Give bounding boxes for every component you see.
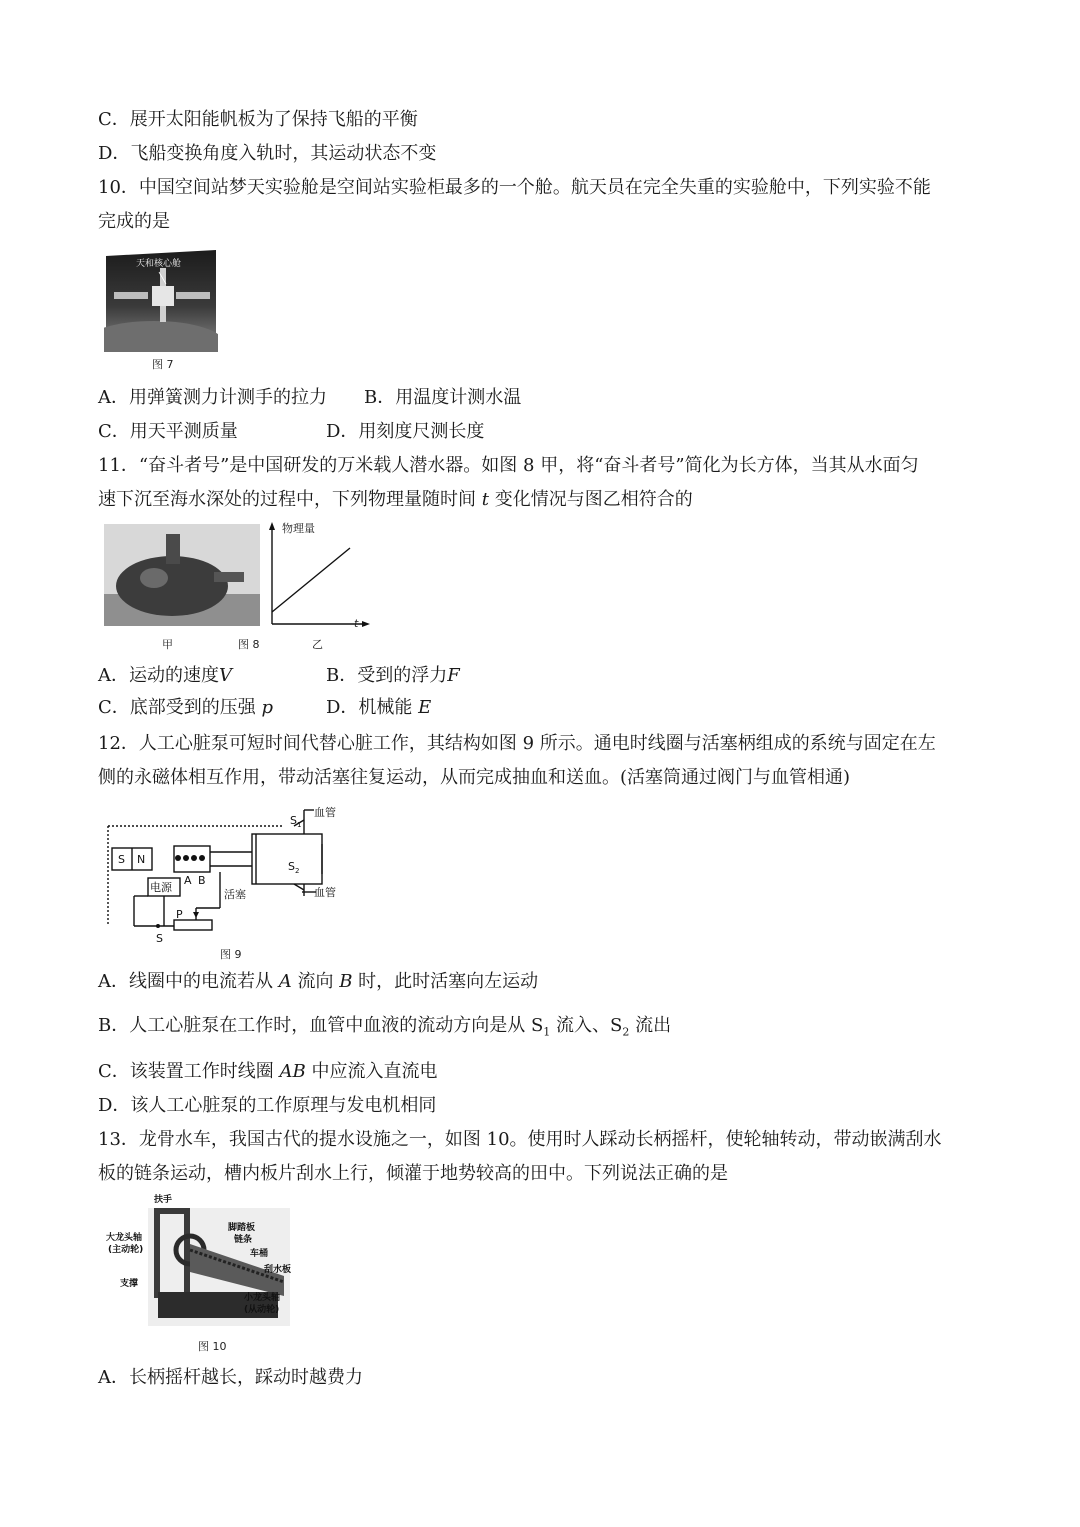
tianhe-core-module-label: 天和核心舱 xyxy=(136,259,182,269)
q12-option-c: C．该装置工作时线圈 AB 中应流入直流电 xyxy=(98,1061,438,1082)
q11-option-d: D．机械能 E xyxy=(326,697,432,718)
switch-s: S xyxy=(156,932,163,945)
rheostat-slider-p: P xyxy=(176,908,183,921)
q10-option-b: B．用温度计测水温 xyxy=(364,387,522,408)
coil-end-b: B xyxy=(198,874,206,887)
graph-y-label: 物理量 xyxy=(282,522,315,535)
big-axle-sublabel: (主动轮) xyxy=(108,1245,144,1255)
piston-label: 活塞 xyxy=(224,888,246,901)
valve-s1: $S_1$ xyxy=(290,814,302,829)
magnet-s-pole: S xyxy=(118,853,125,866)
q10-stem-line2: 完成的是 xyxy=(98,211,170,232)
power-supply-label: 电源 xyxy=(150,881,172,894)
figure-7-caption: 图 7 xyxy=(152,358,174,371)
q10-option-d: D．用刻度尺测长度 xyxy=(326,421,485,442)
q9-option-d: D．飞船变换角度入轨时，其运动状态不变 xyxy=(98,143,437,164)
coil-end-a: A xyxy=(184,874,192,887)
figure-7-space-station-photo xyxy=(104,248,218,352)
q12-stem-line2: 侧的永磁体相互作用，带动活塞往复运动，从而完成抽血和送血。(活塞筒通过阀门与血管相通) xyxy=(98,767,851,788)
q11-option-a: A．运动的速度V xyxy=(98,665,232,686)
q9-option-c: C．展开太阳能帆板为了保持飞船的平衡 xyxy=(98,109,418,130)
q10-stem-line1: 10．中国空间站梦天实验舱是空间站实验柜最多的一个舱。航天员在完全失重的实验舱中，下列实验不能 xyxy=(98,177,931,198)
figure-10-dragon-bone-waterwheel-photo xyxy=(104,1192,294,1334)
magnet-n-pole: N xyxy=(137,853,146,866)
scraper-label: 刮水板 xyxy=(264,1265,292,1275)
small-axle-label: 小龙头轴 xyxy=(244,1293,281,1303)
q13-stem-line1: 13．龙骨水车，我国古代的提水设施之一，如图 10。使用时人踩动长柄摇杆，使轮轴转动，带动嵌满刮水 xyxy=(98,1129,942,1150)
figure-9-caption: 图 9 xyxy=(220,948,242,961)
figure-8-line-graph xyxy=(262,520,372,632)
q12-option-b: B．人工心脏泵在工作时，血管中血液的流动方向是从 $S_1$ 流入、$S_2$ 流出 xyxy=(98,1015,672,1039)
q13-stem-line2: 板的链条运动，槽内板片刮水上行，倾灌于地势较高的田中。下列说法正确的是 xyxy=(98,1163,728,1184)
small-axle-sublabel: (从动轮) xyxy=(244,1305,280,1315)
graph-rising-line xyxy=(272,548,350,612)
figure-8-caption-jia: 甲 xyxy=(162,638,173,651)
q11-option-b: B．受到的浮力F xyxy=(326,665,460,686)
q12-stem-line1: 12．人工心脏泵可短时间代替心脏工作，其结构如图 9 所示。通电时线圈与活塞柄组成的系统与固定在左 xyxy=(98,733,936,754)
q11-option-c: C．底部受到的压强 p xyxy=(98,697,274,718)
trough-label: 车桶 xyxy=(250,1249,269,1259)
y-axis-arrow xyxy=(269,522,275,530)
q10-option-a: A．用弹簧测力计测手的拉力 xyxy=(98,387,327,408)
blood-vessel-bottom-label: 血管 xyxy=(314,886,336,899)
chain-label: 链条 xyxy=(234,1235,253,1245)
pedal-label: 脚踏板 xyxy=(228,1223,256,1233)
figure-8-caption: 图 8 xyxy=(238,638,260,651)
figure-9-heart-pump-diagram xyxy=(104,800,364,950)
big-axle-label: 大龙头轴 xyxy=(106,1233,143,1243)
q10-option-c: C．用天平测质量 xyxy=(98,421,238,442)
support-label: 支撑 xyxy=(120,1279,139,1289)
q13-option-a: A．长柄摇杆越长，踩动时越费力 xyxy=(98,1367,363,1388)
handle-label: 扶手 xyxy=(154,1195,173,1205)
figure-8-submersible-photo xyxy=(104,524,260,626)
q11-stem-line1: 11．“奋斗者号”是中国研发的万米载人潜水器。如图 8 甲，将“奋斗者号”简化为长方体，当其从水面匀 xyxy=(98,455,919,476)
q12-option-a: A．线圈中的电流若从 A 流向 B 时，此时活塞向左运动 xyxy=(98,971,539,992)
valve-s2: $S_2$ xyxy=(288,860,300,875)
figure-8-caption-yi: 乙 xyxy=(312,638,323,651)
blood-vessel-top-label: 血管 xyxy=(314,806,336,819)
q12-option-d: D．该人工心脏泵的工作原理与发电机相同 xyxy=(98,1095,437,1116)
x-axis-arrow xyxy=(362,621,370,627)
graph-x-label: t xyxy=(354,617,359,630)
q11-stem-line2: 速下沉至海水深处的过程中，下列物理量随时间 t 变化情况与图乙相符合的 xyxy=(98,489,693,510)
figure-10-caption: 图 10 xyxy=(198,1340,227,1353)
